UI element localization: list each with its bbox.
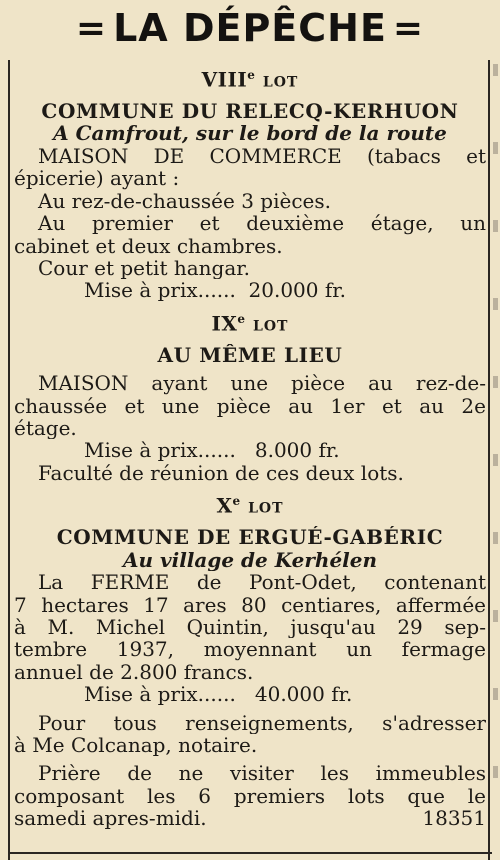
lot-description-line: Au rez-de-chaussée 3 pièces. <box>38 189 331 213</box>
info-line: à Me Colcanap, notaire. <box>14 733 258 757</box>
masthead-right-mark: = <box>392 7 425 49</box>
lot-heading: Xe LOT <box>216 493 284 518</box>
lot-price: Mise à prix...... 20.000 fr. <box>84 279 346 302</box>
lot-description-line: tembre 1937, moyennant un fermage <box>14 638 486 661</box>
lot-price: Mise à prix...... 40.000 fr. <box>84 683 353 706</box>
lot-price: Mise à prix...... 8.000 fr. <box>84 439 340 462</box>
lot-description-line: étage. <box>14 417 77 440</box>
lot-description-line: chaussée et une pièce au 1er et au 2e <box>14 394 486 417</box>
lot-note: Faculté de réunion de ces deux lots. <box>38 461 404 485</box>
lot-commune: AU MÊME LIEU <box>157 343 343 367</box>
masthead-title: LA DÉPÊCHE <box>113 6 387 50</box>
lot-description-line: MAISON DE COMMERCE (tabacs et <box>38 144 486 168</box>
visit-line: composant les 6 premiers lots que le <box>14 784 486 808</box>
auction-notice-column <box>14 58 486 830</box>
info-line: Pour tous renseignements, s'adresser <box>38 711 486 734</box>
visit-line: Prière de ne visiter les immeubles <box>38 762 486 785</box>
masthead-left-mark: = <box>75 7 108 49</box>
lot-commune: COMMUNE DE ERGUÉ-GABÉRIC <box>56 526 444 549</box>
lot-heading: IXe LOT <box>211 311 289 336</box>
lot-description-line: cabinet et deux chambres. <box>14 234 283 257</box>
lot-description-line: annuel de 2.800 francs. <box>14 660 254 684</box>
lot-description-line: épicerie) ayant : <box>14 167 180 190</box>
notice-reference-number: 18351 <box>422 807 486 830</box>
column-rule-right <box>488 60 490 860</box>
lot-location: A Camfrout, sur le bord de la route <box>53 122 447 145</box>
lot-description-line: 7 hectares 17 ares 80 centiares, affermée <box>14 593 486 616</box>
lot-description-line: à M. Michel Quintin, jusqu'au 29 sep- <box>14 615 486 639</box>
lot-description-line: Au premier et deuxième étage, un <box>38 212 486 235</box>
lot-description-line: MAISON ayant une pièce au rez-de- <box>38 372 486 395</box>
adjacent-column-fragment <box>492 64 500 844</box>
visit-line-final: samedi apres-midi. 18351 <box>14 807 486 830</box>
lot-commune: COMMUNE DU RELECQ-KERHUON <box>41 100 459 123</box>
lot-heading: VIIIe LOT <box>201 67 299 92</box>
newspaper-masthead <box>0 0 500 56</box>
column-rule-bottom <box>8 852 492 854</box>
lot-description-line: La FERME de Pont-Odet, contenant <box>38 571 486 594</box>
lot-location: Au village de Kerhélen <box>122 548 378 572</box>
lot-description-line: Cour et petit hangar. <box>38 256 250 280</box>
column-rule-left <box>8 60 10 860</box>
